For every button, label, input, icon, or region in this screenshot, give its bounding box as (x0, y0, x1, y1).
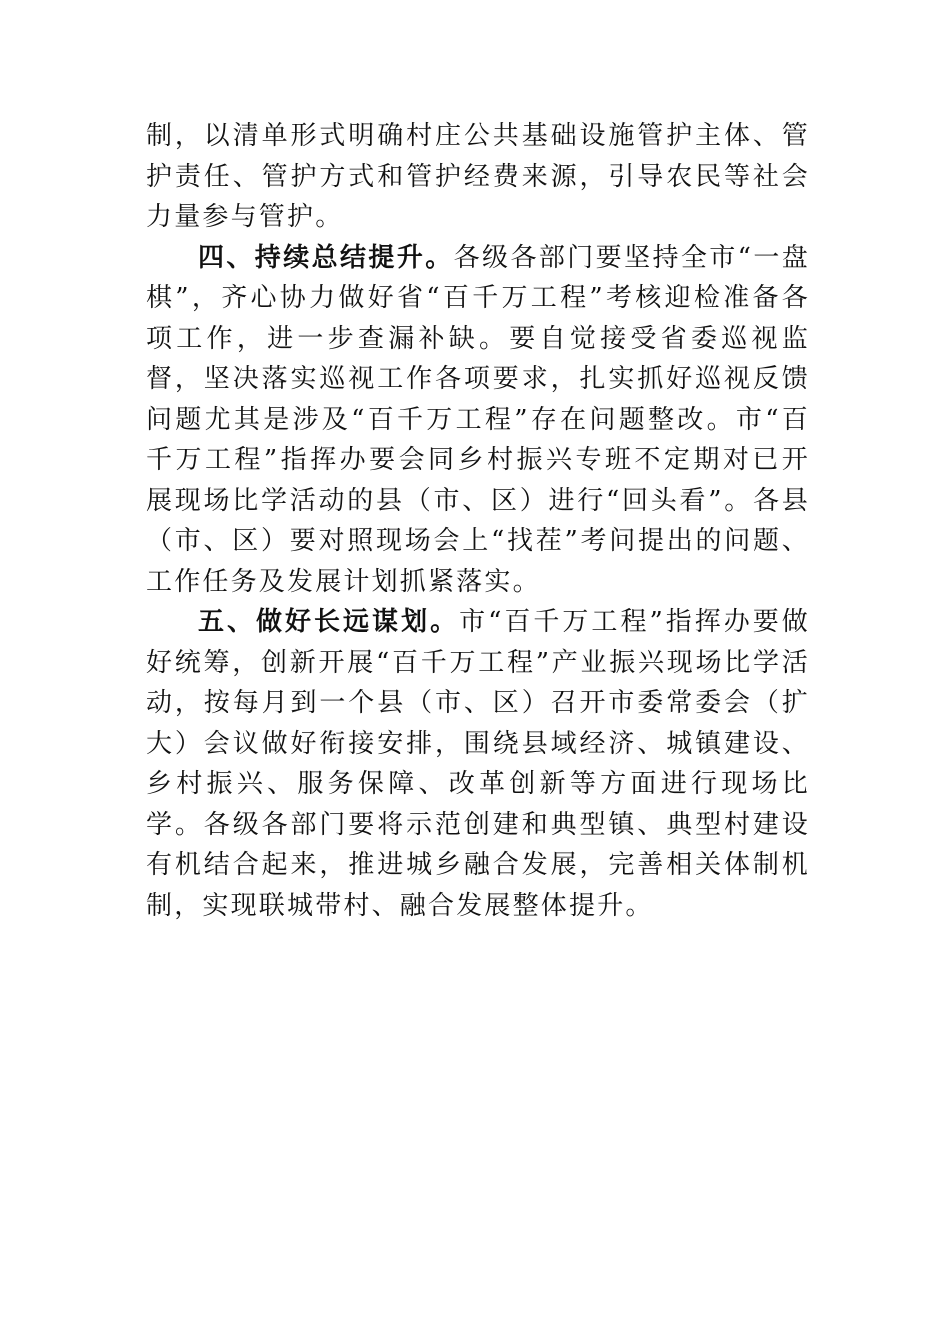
document-body (146, 116, 810, 926)
section-heading-four: 四、持续总结提升。 (198, 242, 454, 273)
paragraph-text: 市“百千万工程”指挥办要做好统筹，创新开展“百千万工程”产业振兴现场比学活动，按每月到一个县（市、区）召开市委常委会（扩大）会议做好衔接安排，围绕县域经济、城镇建设、乡村振兴、服务保障、改革创新等方面进行现场比学。各级各部门要将示范创建和典型镇、典型村建设有机结合起来，推进城乡融合发展，完善相关体制机制，实现联城带村、融合发展整体提升。 (146, 607, 810, 921)
paragraph-continuation (146, 116, 810, 238)
section-heading-five: 五、做好长远谋划。 (198, 607, 460, 637)
paragraph-text: 各级各部门要坚持全市“一盘棋”，齐心协力做好省“百千万工程”考核迎检准备各项工作，进一步查漏补缺。要自觉接受省委巡视监督，坚决落实巡视工作各项要求，扎实抓好巡视反馈问题尤其是涉及“百千万工程”存在问题整改。市“百千万工程”指挥办要会同乡村振兴专班不定期对已开展现场比学活动的县（市、区）进行“回头看”。各县（市、区）要对照现场会上“找茬”考问提出的问题、工作任务及发展计划抓紧落实。 (146, 242, 810, 597)
paragraph-text: 制，以清单形式明确村庄公共基础设施管护主体、管护责任、管护方式和管护经费来源，引导农民等社会力量参与管护。 (146, 121, 810, 232)
paragraph-section-five (146, 602, 810, 926)
paragraph-section-four (146, 238, 810, 603)
